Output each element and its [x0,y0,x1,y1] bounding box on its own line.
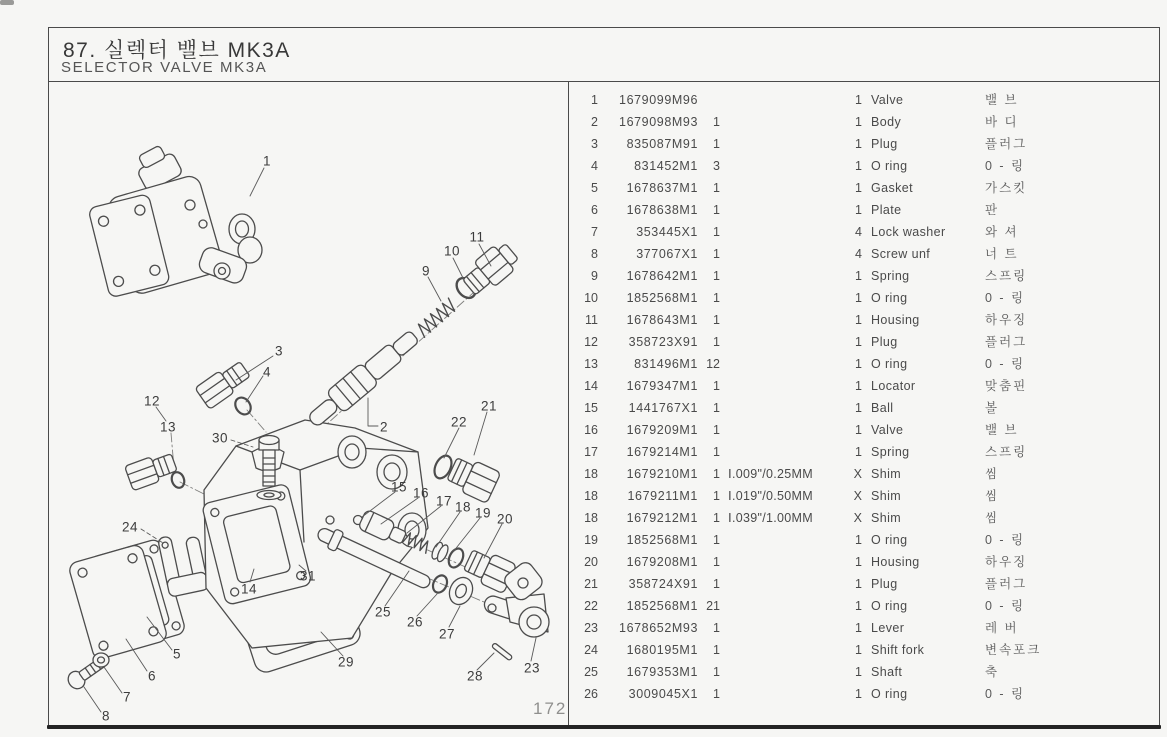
cell-desc-ko: 너 트 [985,247,1019,261]
cell-part-number: 1678638M1 [626,203,698,217]
cell-ref: 11 [585,313,598,327]
cell-desc-ko: 맞춤핀 [985,379,1028,393]
cell-ref: 26 [584,687,598,701]
cell-qty: 1 [713,643,720,657]
cell-ref: 3 [591,137,598,151]
diagram-callout-19: 19 [474,505,492,521]
cell-qty: 1 [713,203,720,217]
cell-ref: 9 [591,269,598,283]
diagram-callout-14: 14 [240,581,258,597]
cell-desc-en: Housing [871,555,920,569]
table-row [568,617,1160,639]
cell-qty: 21 [706,599,720,613]
table-row [568,485,1160,507]
cell-unit-qty: 1 [855,445,862,459]
cell-desc-en: Lock washer [871,225,946,239]
table-row [568,463,1160,485]
cell-qty: 1 [713,225,720,239]
cell-ref: 18 [584,511,598,525]
diagram-callout-15: 15 [390,479,408,495]
cell-part-number: 377067X1 [636,247,698,261]
cell-ref: 22 [584,599,598,613]
diagram-callout-30: 30 [211,430,229,446]
cell-qty: 1 [713,247,720,261]
cell-desc-ko: 씸 [985,511,1000,525]
diagram-callout-3: 3 [274,343,284,359]
cell-desc-en: O ring [871,291,908,305]
table-row [568,375,1160,397]
diagram-callout-11: 11 [469,229,485,245]
cell-ref: 7 [591,225,598,239]
plug12-art [125,450,187,491]
table-row [568,177,1160,199]
cell-unit-qty: 1 [855,379,862,393]
cell-desc-en: O ring [871,357,908,371]
cell-ref: 10 [584,291,598,305]
cell-part-number: 831452M1 [634,159,698,173]
cell-unit-qty: 4 [855,247,862,261]
cell-desc-ko: 0 - 링 [985,159,1026,173]
cell-part-number: 1678637M1 [626,181,698,195]
cell-part-number: 1679099M96 [619,93,698,107]
table-row [568,551,1160,573]
cell-unit-qty: 4 [855,225,862,239]
cell-part-number: 1852568M1 [626,291,698,305]
cell-desc-en: Gasket [871,181,913,195]
cell-ref: 4 [591,159,598,173]
cell-part-number: 358724X91 [628,577,698,591]
cell-ref: 5 [591,181,598,195]
cell-part-number: 1678643M1 [626,313,698,327]
assembled-valve-art [88,141,262,297]
diagram-callout-23: 23 [523,660,541,676]
cell-qty: 12 [706,357,720,371]
cell-desc-en: Shim [871,489,902,503]
cell-qty: 1 [713,115,720,129]
cell-part-number: 1679212M1 [626,511,698,525]
cell-qty: 1 [713,181,720,195]
table-row [568,353,1160,375]
cell-unit-qty: 1 [855,93,862,107]
cell-desc-ko: 스프링 [985,269,1028,283]
cell-unit-qty: 1 [855,687,862,701]
cell-unit-qty: 1 [855,577,862,591]
cell-part-number: 1852568M1 [626,533,698,547]
cell-ref: 13 [584,357,598,371]
diagram-callout-31: 31 [299,568,317,584]
cell-desc-ko: 볼 [985,401,1000,415]
cell-unit-qty: 1 [855,643,862,657]
diagram-callout-1: 1 [262,153,272,169]
cell-qty: 1 [713,511,720,525]
cell-qty: 1 [713,445,720,459]
cell-ref: 25 [584,665,598,679]
diagram-callout-25: 25 [374,604,392,620]
diagram-callout-29: 29 [337,654,355,670]
diagram-callout-10: 10 [443,243,461,259]
cell-part-number: 1678652M93 [619,621,698,635]
screw-washer-art [65,653,109,692]
cell-unit-qty: X [853,489,862,503]
cell-qty: 1 [713,269,720,283]
cell-ref: 21 [584,577,598,591]
cell-desc-en: Lever [871,621,905,635]
cell-desc-ko: 변속포크 [985,643,1042,657]
cell-desc-ko: 하우징 [985,555,1028,569]
cell-qty: 1 [713,533,720,547]
diagram-callout-26: 26 [406,614,424,630]
diagram-callout-21: 21 [480,398,498,414]
cell-desc-ko: 플러그 [985,335,1028,349]
page-number: 172 [533,699,568,718]
cell-desc-en: Plate [871,203,902,217]
cell-ref: 16 [584,423,598,437]
cell-desc-en: O ring [871,159,908,173]
cell-part-number: 1679353M1 [626,665,698,679]
table-row [568,133,1160,155]
cell-part-number: 831496M1 [634,357,698,371]
diagram-callout-27: 27 [438,626,456,642]
cell-desc-en: Valve [871,93,904,107]
cell-part-number: 1679209M1 [626,423,698,437]
diagram-callout-6: 6 [147,668,157,684]
cell-desc-ko: 0 - 링 [985,533,1026,547]
cell-desc-ko: 하우징 [985,313,1028,327]
cell-unit-qty: 1 [855,313,862,327]
cell-desc-en: Shift fork [871,643,925,657]
cell-desc-en: O ring [871,599,908,613]
diagram-callout-4: 4 [262,364,272,380]
cell-qty: 1 [713,555,720,569]
plug3-art [195,358,254,417]
cell-qty: 1 [713,137,720,151]
cell-qty: 1 [713,291,720,305]
cell-desc-ko: 판 [985,203,1000,217]
page-title: 87. 실렉터 밸브 MK3A [63,39,291,62]
cell-part-number: 1679210M1 [626,467,698,481]
diagram-callout-22: 22 [450,414,468,430]
cell-unit-qty: X [853,467,862,481]
cell-unit-qty: 1 [855,533,862,547]
cell-unit-qty: 1 [855,269,862,283]
cell-qty: 1 [713,577,720,591]
cell-part-number: 1852568M1 [626,599,698,613]
table-row [568,155,1160,177]
cell-desc-en: Plug [871,577,898,591]
cell-ref: 20 [584,555,598,569]
table-row [568,683,1160,705]
cell-ref: 6 [591,203,598,217]
cell-qty: 1 [713,665,720,679]
cell-desc-ko: 축 [985,665,1000,679]
cell-part-number: 1679347M1 [626,379,698,393]
cell-part-number: 353445X1 [636,225,698,239]
cell-part-number: 3009045X1 [628,687,698,701]
cell-desc-ko: 0 - 링 [985,357,1026,371]
cell-desc-ko: 와 셔 [985,225,1019,239]
cell-ref: 23 [584,621,598,635]
cell-desc-en: Shaft [871,665,903,679]
cell-unit-qty: 1 [855,137,862,151]
cell-ref: 18 [584,467,598,481]
cell-unit-qty: 1 [855,291,862,305]
diagram-callout-16: 16 [412,485,430,501]
table-row [568,573,1160,595]
cell-ref: 24 [584,643,598,657]
diagram-callout-2: 2 [379,419,389,435]
cell-desc-ko: 바 디 [985,115,1019,129]
table-row [568,441,1160,463]
cell-desc-en: Valve [871,423,904,437]
cell-unit-qty: 1 [855,621,862,635]
diagram-callout-7: 7 [122,689,132,705]
diagram-callout-20: 20 [496,511,514,527]
diagram-callout-12: 12 [143,393,161,409]
diagram-callout-24: 24 [121,519,139,535]
table-row [568,111,1160,133]
table-row [568,639,1160,661]
cell-qty: 1 [713,401,720,415]
table-row [568,199,1160,221]
cell-ref: 1 [591,93,598,107]
cell-desc-ko: 스프링 [985,445,1028,459]
cell-desc-en: Ball [871,401,894,415]
cell-desc-ko: 밸 브 [985,93,1019,107]
cell-unit-qty: 1 [855,599,862,613]
cell-part-number: 1441767X1 [628,401,698,415]
table-row [568,309,1160,331]
cell-size: Ⅰ.039"/1.00MM [728,511,813,525]
cell-desc-en: Shim [871,511,902,525]
cell-part-number: 358723X91 [628,335,698,349]
cell-unit-qty: 1 [855,115,862,129]
plug21-art [431,453,501,504]
cell-ref: 17 [584,445,598,459]
cell-ref: 14 [584,379,598,393]
cell-qty: 1 [713,687,720,701]
table-row [568,331,1160,353]
cell-unit-qty: X [853,511,862,525]
diagram-callout-8: 8 [101,708,111,724]
table-row [568,661,1160,683]
table-row [568,287,1160,309]
cell-ref: 19 [584,533,598,547]
table-row [568,397,1160,419]
diagram-callout-28: 28 [466,668,484,684]
cell-desc-ko: 레 버 [985,621,1019,635]
cell-part-number: 1679208M1 [626,555,698,569]
cell-desc-ko: 0 - 링 [985,599,1026,613]
table-row [568,419,1160,441]
cell-desc-en: Plug [871,335,898,349]
cell-qty: 1 [713,423,720,437]
cell-desc-en: Spring [871,445,910,459]
diagram-callout-13: 13 [159,419,177,435]
cell-ref: 15 [584,401,598,415]
cell-desc-ko: 밸 브 [985,423,1019,437]
cell-part-number: 1679211M1 [627,489,698,503]
cell-desc-ko: 씸 [985,489,1000,503]
cell-part-number: 1678642M1 [626,269,698,283]
diagram-callout-5: 5 [172,646,182,662]
cell-part-number: 835087M91 [626,137,698,151]
diagram-callout-18: 18 [454,499,472,515]
cell-desc-en: Shim [871,467,902,481]
cell-ref: 18 [584,489,598,503]
cell-unit-qty: 1 [855,159,862,173]
cell-desc-ko: 플러그 [985,577,1028,591]
cell-qty: 3 [713,159,720,173]
cell-part-number: 1679098M93 [619,115,698,129]
cell-desc-en: Locator [871,379,916,393]
cell-desc-ko: 가스킷 [985,181,1028,195]
cell-desc-ko: 0 - 링 [985,291,1026,305]
table-row [568,89,1160,111]
table-row [568,243,1160,265]
cell-unit-qty: 1 [855,401,862,415]
cell-desc-en: Plug [871,137,898,151]
table-row [568,221,1160,243]
cell-unit-qty: 1 [855,555,862,569]
diagram-callout-9: 9 [421,263,431,279]
cell-unit-qty: 1 [855,423,862,437]
diagram-callout-17: 17 [435,493,453,509]
cell-qty: 1 [713,335,720,349]
cell-desc-en: Body [871,115,902,129]
cell-unit-qty: 1 [855,203,862,217]
cell-desc-ko: 씸 [985,467,1000,481]
cell-qty: 1 [713,467,720,481]
cell-desc-en: Screw unf [871,247,931,261]
cell-desc-en: Housing [871,313,920,327]
cell-qty: 1 [713,621,720,635]
cell-size: Ⅰ.019"/0.50MM [728,489,813,503]
cell-ref: 2 [591,115,598,129]
parts-table [568,82,1160,727]
cell-unit-qty: 1 [855,665,862,679]
cell-desc-ko: 0 - 링 [985,687,1026,701]
cell-desc-en: O ring [871,533,908,547]
cell-part-number: 1680195M1 [626,643,698,657]
cell-qty: 1 [713,313,720,327]
cell-ref: 8 [591,247,598,261]
cell-part-number: 1679214M1 [626,445,698,459]
page-subtitle: SELECTOR VALVE MK3A [61,59,268,76]
table-row [568,595,1160,617]
cell-qty: 1 [713,489,720,503]
cell-desc-ko: 플러그 [985,137,1028,151]
spool-art [303,239,522,432]
table-row [568,507,1160,529]
cell-ref: 12 [584,335,598,349]
cell-qty: 1 [713,379,720,393]
cell-size: Ⅰ.009"/0.25MM [728,467,813,481]
cell-desc-en: O ring [871,687,908,701]
cell-unit-qty: 1 [855,335,862,349]
cell-unit-qty: 1 [855,181,862,195]
cell-desc-en: Spring [871,269,910,283]
table-row [568,265,1160,287]
table-row [568,529,1160,551]
cell-unit-qty: 1 [855,357,862,371]
